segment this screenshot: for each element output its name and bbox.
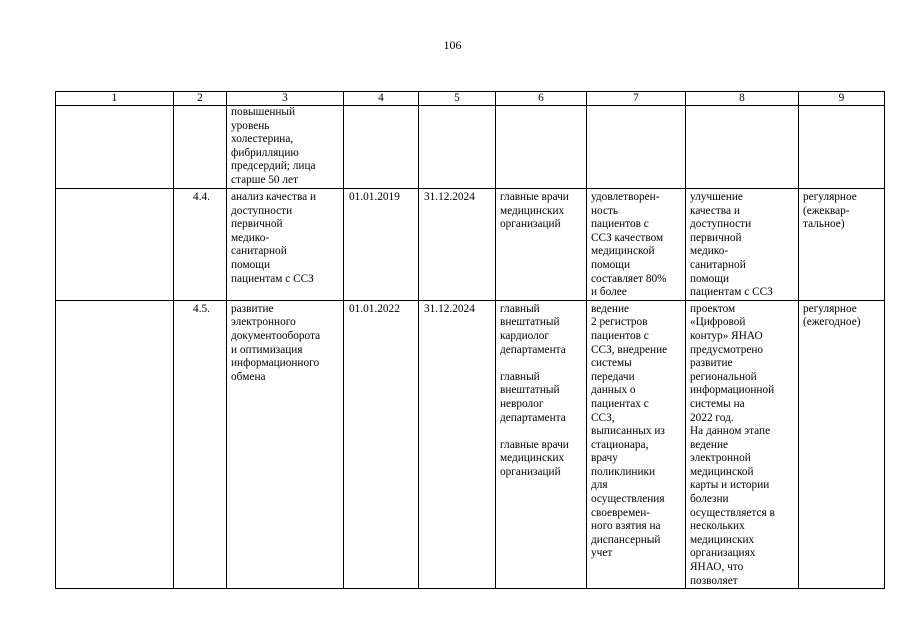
table-cell: 01.01.2019: [344, 189, 419, 301]
plan-table: [55, 91, 885, 589]
col-header: 3: [227, 92, 344, 106]
table-cell: проектом «Цифровой контур» ЯНАО предусмотрено развитие региональной информационной системы на 2022 год. На данном этапе ведение электронной медицинской карты и истории болезни осуществляется в нескольких медицинских организациях ЯНАО, что позволяет: [686, 300, 799, 588]
table-cell: [56, 300, 174, 588]
table-cell: регулярное (ежеквар- тальное): [799, 189, 885, 301]
table-cell: главные врачи медицинских организаций: [496, 189, 587, 301]
table-cell: 31.12.2024: [419, 300, 496, 588]
table-cell: ведение 2 регистров пациентов с ССЗ, внедрение системы передачи данных о пациентах с ССЗ, выписанных из стационара, врачу поликлиники для осуществления своевремен- ного взятия на диспансерный учет: [587, 300, 686, 588]
table-cell: [799, 106, 885, 189]
table-cell: [174, 106, 227, 189]
col-header: 2: [174, 92, 227, 106]
table-cell: 31.12.2024: [419, 189, 496, 301]
table-row: [56, 106, 885, 189]
col-header: 9: [799, 92, 885, 106]
table-cell: 4.4.: [174, 189, 227, 301]
table-cell: удовлетворен- ность пациентов с ССЗ качеством медицинской помощи составляет 80% и более: [587, 189, 686, 301]
table-cell: 4.5.: [174, 300, 227, 588]
col-header: 8: [686, 92, 799, 106]
col-header: 5: [419, 92, 496, 106]
header-row: [56, 92, 885, 106]
table-cell: регулярное (ежегодное): [799, 300, 885, 588]
table-cell: [686, 106, 799, 189]
table-cell: [419, 106, 496, 189]
table-cell: развитие электронного документооборота и оптимизация информационного обмена: [227, 300, 344, 588]
table-row: [56, 189, 885, 301]
table-cell: главный внештатный кардиолог департамента главный внештатный невролог департамента главные врачи медицинских организаций: [496, 300, 587, 588]
col-header: 6: [496, 92, 587, 106]
table-cell: [344, 106, 419, 189]
table-cell: [496, 106, 587, 189]
table-cell: [56, 106, 174, 189]
table-cell: 01.01.2022: [344, 300, 419, 588]
table-cell: повышенный уровень холестерина, фибрилляцию предсердий; лица старше 50 лет: [227, 106, 344, 189]
col-header: 7: [587, 92, 686, 106]
table-cell: улучшение качества и доступности первичной медико- санитарной помощи пациентам с ССЗ: [686, 189, 799, 301]
table-row: [56, 300, 885, 588]
table-cell: [587, 106, 686, 189]
page-number: 106: [443, 38, 462, 52]
col-header: 1: [56, 92, 174, 106]
col-header: 4: [344, 92, 419, 106]
table-cell: анализ качества и доступности первичной медико- санитарной помощи пациентам с ССЗ: [227, 189, 344, 301]
table-cell: [56, 189, 174, 301]
